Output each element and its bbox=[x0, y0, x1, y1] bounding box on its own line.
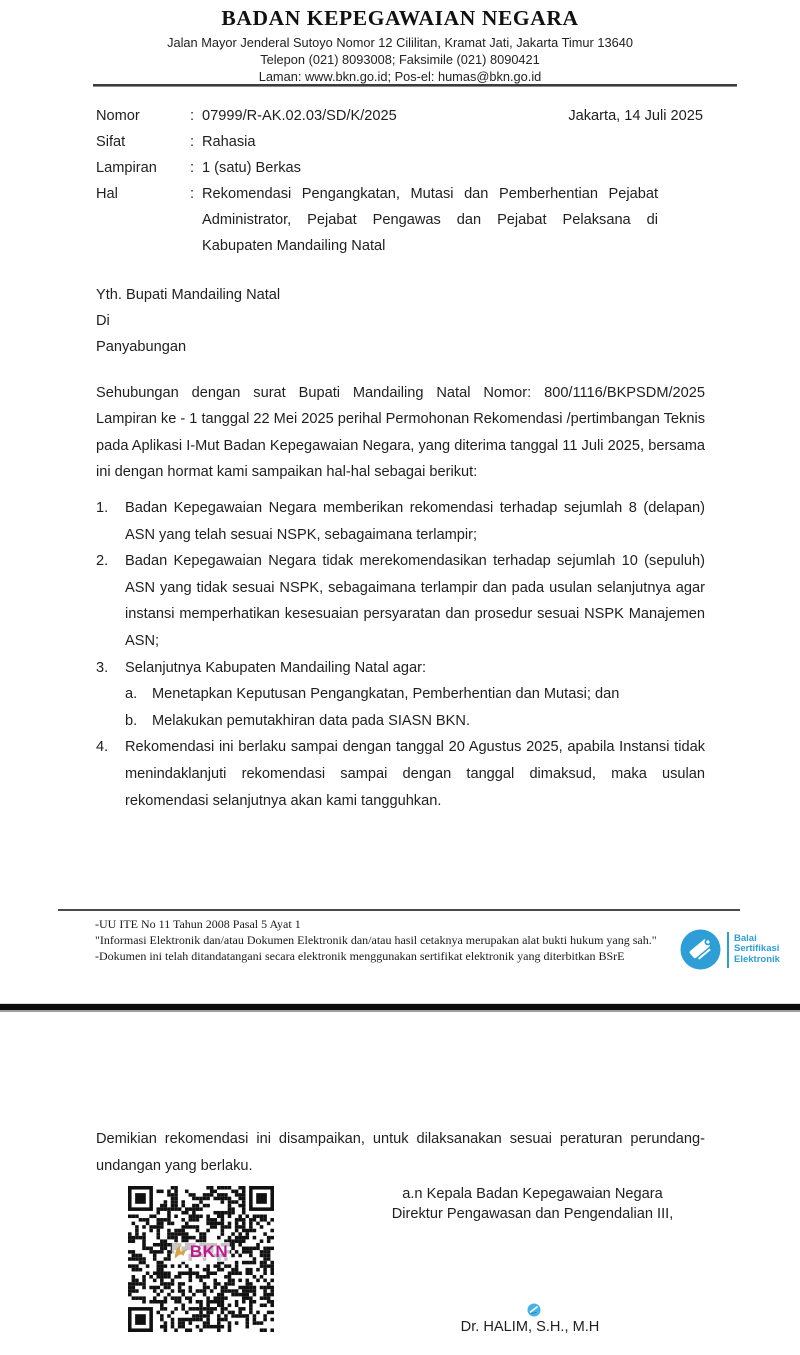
bsre-logo bbox=[680, 929, 780, 970]
letter-date: Jakarta, 14 Juli 2025 bbox=[568, 108, 703, 124]
org-title: BADAN KEPEGAWAIAN NEGARA bbox=[221, 6, 579, 30]
bkn-garuda-icon bbox=[174, 1244, 189, 1260]
list-item: 2. Badan Kepegawaian Negara tidak merekomendasikan terhadap sejumlah 10 (sepuluh) ASN yang tidak sesuai NSPK, sebagaimana terlampir dan pada usulan selanjutnya agar instansi memperhatikan kesesuaian persyaratan dan prosedur sesuai NSPK Manajemen ASN; bbox=[96, 553, 705, 649]
recommendation-list bbox=[96, 495, 705, 814]
footnote-line: "Informasi Elektronik dan/atau Dokumen Elektronik dan/atau hasil cetaknya merupakan alat bukti hukum yang sah." bbox=[95, 932, 657, 947]
footnote-line: -Dokumen ini telah ditandatangani secara elektronik menggunakan sertifikat elektronik yang diterbitkan BSrE bbox=[95, 948, 625, 963]
footnote-divider bbox=[58, 909, 740, 911]
recipient-block bbox=[96, 282, 280, 360]
meta-row-nomor: Nomor : 07999/R-AK.02.03/SD/K/2025 bbox=[96, 103, 656, 129]
bsre-logo-text: Balai Sertifikasi Elektronik bbox=[734, 932, 780, 965]
recipient-di: Di bbox=[96, 313, 110, 329]
letter-attachment: 1 (satu) Berkas bbox=[202, 160, 301, 176]
legal-footnote bbox=[95, 917, 670, 964]
letter-subject: Rekomendasi Pengangkatan, Mutasi dan Pemberhentian Pejabat Administrator, Pejabat Pengawas dan Pejabat Pelaksana di Kabupaten Mandailing Natal bbox=[202, 186, 658, 254]
recipient-name: Yth. Bupati Mandailing Natal bbox=[96, 287, 281, 303]
bkn-logo: BKN bbox=[172, 1242, 230, 1262]
letterhead-divider bbox=[93, 84, 737, 87]
bsre-seal-icon bbox=[680, 929, 721, 970]
meta-label: Lampiran bbox=[96, 160, 157, 176]
org-address: Jalan Mayor Jenderal Sutoyo Nomor 12 Cililitan, Kramat Jati, Jakarta Timur 13640 bbox=[167, 35, 633, 50]
closing-paragraph: Demikian rekomendasi ini disampaikan, untuk dilaksanakan sesuai peraturan perundang-undangan yang berlaku. bbox=[96, 1131, 705, 1174]
signature-position: Direktur Pengawasan dan Pengendalian III, bbox=[391, 1205, 674, 1222]
letter-number: 07999/R-AK.02.03/SD/K/2025 bbox=[202, 108, 397, 124]
digital-signature-icon bbox=[527, 1303, 541, 1317]
meta-row-hal: Hal : Rekomendasi Pengangkatan, Mutasi dan Pemberhentian Pejabat Administrator, Pejabat Pengawas dan Pejabat Pelaksana di Kabupaten Mandailing Natal bbox=[96, 181, 656, 259]
signature-heading bbox=[380, 1185, 685, 1224]
signatory-name: Dr. HALIM, S.H., M.H bbox=[460, 1319, 600, 1335]
list-item: 4. Rekomendasi ini berlaku sampai dengan tanggal 20 Agustus 2025, apabila Instansi tidak menindaklanjuti rekomendasi sampai dengan tanggal dimaksud, maka usulan rekomendasi selanjutnya akan kami tangguhkan. bbox=[96, 739, 705, 809]
org-phone: Telepon (021) 8093008; Faksimile (021) 8090421 bbox=[260, 52, 540, 67]
org-website: Laman: www.bkn.go.id; Pos-el: humas@bkn.go.id bbox=[258, 69, 542, 84]
qr-code bbox=[128, 1186, 274, 1337]
sub-list-item: a. Menetapkan Keputusan Pengangkatan, Pemberhentian dan Mutasi; dan bbox=[125, 686, 620, 703]
meta-row-sifat: Sifat : Rahasia bbox=[96, 129, 656, 155]
recipient-city: Panyabungan bbox=[96, 339, 187, 355]
list-item: 1. Badan Kepegawaian Negara memberikan rekomendasi terhadap sejumlah 8 (delapan) ASN yang telah sesuai NSPK, sebagaimana terlampir; bbox=[96, 500, 705, 543]
meta-row-lampiran: Lampiran : 1 (satu) Berkas bbox=[96, 155, 656, 181]
meta-label: Hal bbox=[96, 186, 118, 202]
bsre-logo-divider bbox=[727, 932, 729, 968]
meta-label: Sifat bbox=[96, 134, 126, 150]
sub-list-item: b. Melakukan pemutakhiran data pada SIASN BKN. bbox=[125, 712, 470, 729]
footnote-line: -UU ITE No 11 Tahun 2008 Pasal 5 Ayat 1 bbox=[95, 917, 301, 931]
page-break-bar bbox=[0, 1003, 800, 1012]
meta-label: Nomor bbox=[96, 108, 140, 124]
list-item: 3. Selanjutnya Kabupaten Mandailing Natal agar: bbox=[96, 659, 427, 676]
letter-classification: Rahasia bbox=[202, 134, 256, 150]
signature-onbehalf: a.n Kepala Badan Kepegawaian Negara bbox=[402, 1186, 663, 1202]
opening-paragraph: Sehubungan dengan surat Bupati Mandailing Natal Nomor: 800/1116/BKPSDM/2025 Lampiran ke - 1 tanggal 22 Mei 2025 perihal Permohonan Rekomendasi /pertimbangan Teknis pada Aplikasi I-Mut Badan Kepegawaian Negara, yang diterima tanggal 11 Juli 2025, bersama ini dengan hormat kami sampaikan hal-hal sebagai berikut: bbox=[96, 385, 705, 480]
